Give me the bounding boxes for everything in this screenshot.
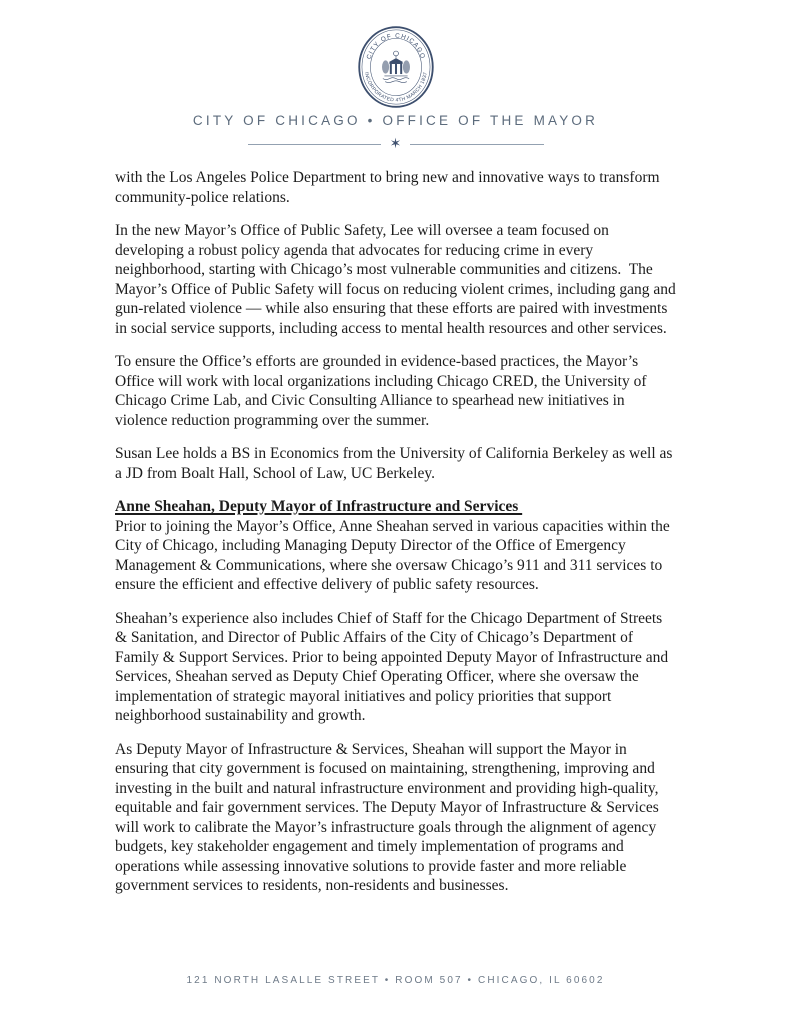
seal-bottom-text: INCORPORATED 4TH MARCH 1837 xyxy=(362,71,429,104)
city-of-chicago-seal-icon xyxy=(357,26,435,108)
footer-address: 121 NORTH LASALLE STREET • ROOM 507 • CHICAGO, IL 60602 xyxy=(186,975,605,986)
divider-rule-left xyxy=(248,144,381,145)
paragraph-deputy-mayor-role: As Deputy Mayor of Infrastructure & Services, Sheahan will support the Mayor in ensuring that city government is focused on maintaining, strengthening, improving and investing in the built and natural infrastructure environment and providing high-quality, equitable and fair government services. The Deputy Mayor of Infrastructure & Services will work to calibrate the Mayor’s infrastructure goals through the alignment of agency budgets, key stakeholder engagement and timely implementation of programs and operations while assessing innovative solutions to provide faster and more reliable government services to residents, non-residents and businesses. xyxy=(115,740,663,894)
header-divider xyxy=(248,137,544,151)
paragraph-sheahan-prior-roles: Prior to joining the Mayor’s Office, Anne Sheahan served in various capacities within the City of Chicago, including Managing Deputy Director of the Office of Emergency Management & Communications, where she oversaw Chicago’s 911 and 311 services to ensure the efficient and effective delivery of public safety resources. xyxy=(115,517,674,593)
letterhead-title: CITY OF CHICAGO • OFFICE OF THE MAYOR xyxy=(192,113,599,128)
divider-rule-right xyxy=(410,144,543,145)
letter-body xyxy=(115,168,680,896)
paragraph-public-safety-office: In the new Mayor’s Office of Public Safety, Lee will oversee a team focused on developing a robust policy agenda that advocates for reducing crime in every neighborhood, starting with Chicago’s most vulnerable communities and citizens. The Mayor’s Office of Public Safety will focus on reducing violent crimes, including gang and gun-related violence — while also ensuring that these efforts are paired with investments in social service supports, including access to mental health resources and other services. xyxy=(115,222,680,337)
star-icon: ✶ xyxy=(389,136,402,152)
letterhead xyxy=(0,0,791,151)
paragraph-evidence-based-practices: To ensure the Office’s efforts are grounded in evidence-based practices, the Mayor’s Office will work with local organizations including Chicago CRED, the University of Chicago Crime Lab, and Civic Consulting Alliance to spearhead new initiatives in violence reduction programming over the summer. xyxy=(115,353,651,429)
seal-top-text: CITY OF CHICAGO xyxy=(365,32,426,61)
seal-emblem-icon xyxy=(381,51,409,82)
section-anne-sheahan xyxy=(115,497,676,595)
paragraph-susan-lee-education: Susan Lee holds a BS in Economics from the University of California Berkeley as well as a JD from Boalt Hall, School of Law, UC Berkeley. xyxy=(115,445,677,482)
paragraph-sheahan-experience: Sheahan’s experience also includes Chief of Staff for the Chicago Department of Streets & Sanitation, and Director of Public Affairs of the City of Chicago’s Department of Family & Support Services. Prior to being appointed Deputy Mayor of Infrastructure and Services, Sheahan served as Deputy Chief Operating Officer, where she oversaw the implementation of strategic mayoral initiatives and policy priorities that support neighborhood sustainability and growth. xyxy=(115,609,673,724)
section-heading-anne-sheahan: Anne Sheahan, Deputy Mayor of Infrastructure and Services xyxy=(115,498,523,515)
paragraph-la-police: with the Los Angeles Police Department to bring new and innovative ways to transform community-police relations. xyxy=(115,169,664,206)
